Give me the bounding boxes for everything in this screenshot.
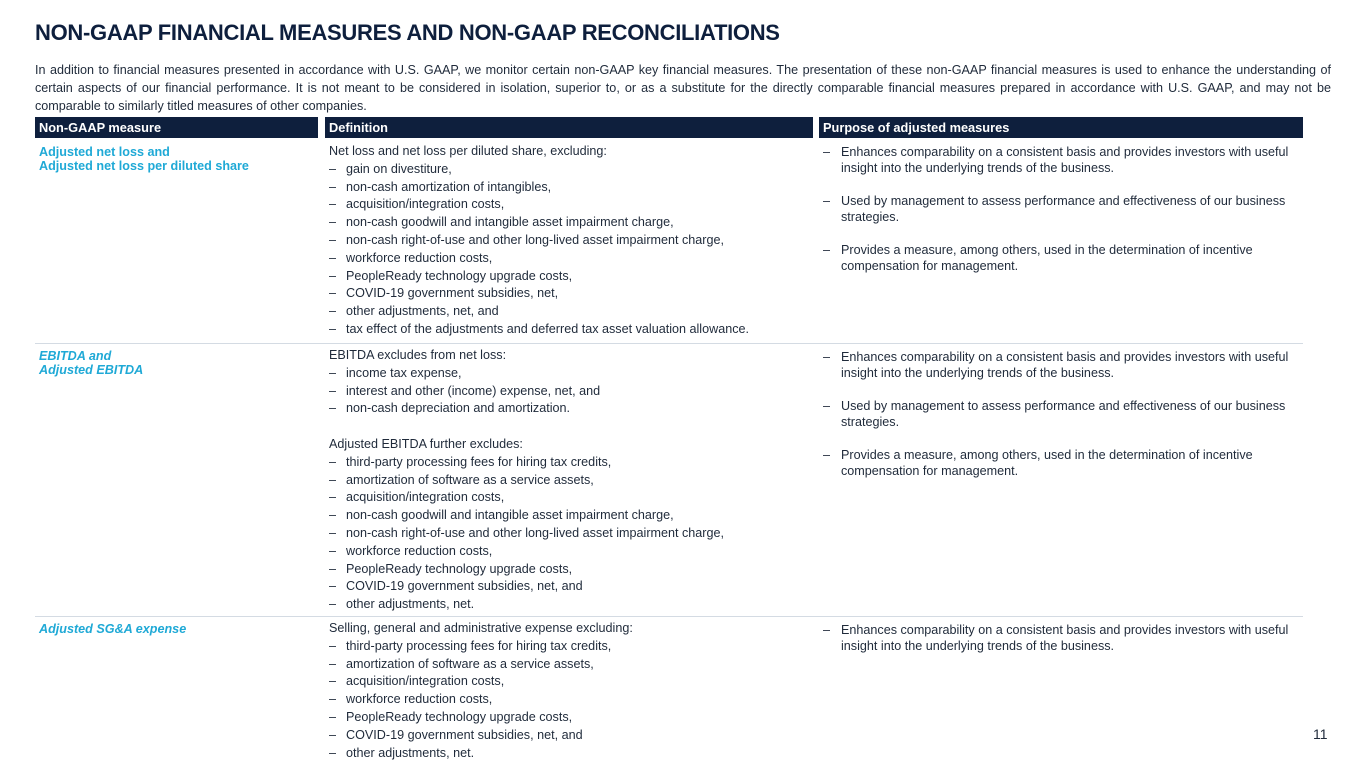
measure-line: EBITDA and	[39, 349, 112, 363]
purpose-item: – Used by management to assess performance and effectiveness of our business strategies.	[823, 194, 1286, 224]
header-definition: Definition	[325, 117, 813, 138]
row-separator	[35, 343, 1303, 344]
measure-line: Adjusted SG&A expense	[39, 622, 187, 636]
purpose-item: – Provides a measure, among others, used in the determination of incentive compensation for management.	[823, 243, 1253, 273]
definition-item: – non-cash depreciation and amortization.	[329, 401, 571, 416]
purpose-adjusted-net-loss	[823, 144, 1291, 274]
measure-line: Adjusted net loss per diluted share	[39, 159, 249, 173]
row-separator	[35, 616, 1303, 617]
definition-item: – PeopleReady technology upgrade costs,	[329, 268, 573, 283]
definition-intro: Net loss and net loss per diluted share, excluding:	[329, 144, 607, 158]
definition-intro-adjusted: Adjusted EBITDA further excludes:	[329, 436, 523, 451]
definition-item: – amortization of software as a service assets,	[329, 656, 594, 671]
definition-ebitda	[329, 347, 724, 614]
definition-item: – acquisition/integration costs,	[329, 197, 505, 212]
page-title: NON-GAAP FINANCIAL MEASURES AND NON-GAAP RECONCILIATIONS	[35, 20, 780, 45]
definition-item: – COVID-19 government subsidies, net,	[329, 286, 559, 301]
definition-item: – non-cash right-of-use and other long-lived asset impairment charge,	[329, 525, 725, 540]
definition-item: – other adjustments, net, and	[329, 304, 499, 319]
definition-item: – PeopleReady technology upgrade costs,	[329, 709, 573, 724]
definition-item: – tax effect of the adjustments and deferred tax asset valuation allowance.	[329, 321, 750, 336]
definition-item: – acquisition/integration costs,	[329, 674, 505, 689]
definition-intro: Selling, general and administrative expense excluding:	[329, 621, 633, 635]
definition-item: – COVID-19 government subsidies, net, and	[329, 579, 583, 594]
purpose-item: – Provides a measure, among others, used in the determination of incentive compensation for management.	[823, 448, 1253, 478]
page-number: 11	[1313, 726, 1328, 742]
definition-item: – amortization of software as a service assets,	[329, 472, 594, 487]
purpose-item: – Used by management to assess performance and effectiveness of our business strategies.	[823, 399, 1286, 429]
measure-ebitda	[39, 349, 143, 377]
measure-line: Adjusted net loss and	[39, 145, 170, 159]
definition-item: – third-party processing fees for hiring tax credits,	[329, 638, 612, 653]
measure-adjusted-net-loss	[39, 145, 249, 173]
definition-item: – acquisition/integration costs,	[329, 490, 505, 505]
definition-item: – workforce reduction costs,	[329, 543, 493, 558]
definition-adjusted-sga	[329, 620, 633, 762]
definition-item: – non-cash goodwill and intangible asset impairment charge,	[329, 508, 674, 523]
purpose-adjusted-sga	[823, 622, 1291, 654]
definition-item: – non-cash amortization of intangibles,	[329, 179, 552, 194]
definition-item: – non-cash right-of-use and other long-lived asset impairment charge,	[329, 232, 725, 247]
intro-paragraph: In addition to financial measures presented in accordance with U.S. GAAP, we monitor certain non-GAAP key financial measures. The presentation of these non-GAAP financial measures is used to enhance the understanding of certain aspects of our financial performance. It is not meant to be considered in isolation, superior to, or as a substitute for the directly comparable financial measures prepared in accordance with U.S. GAAP, and may not be comparable to similarly titled measures of other companies.	[35, 63, 1331, 113]
purpose-ebitda	[823, 349, 1291, 479]
definition-item: – third-party processing fees for hiring tax credits,	[329, 454, 612, 469]
definition-intro: EBITDA excludes from net loss:	[329, 348, 507, 362]
header-non-gaap-measure: Non-GAAP measure	[35, 117, 318, 138]
definition-item: – other adjustments, net.	[329, 597, 475, 612]
definition-item: – gain on divestiture,	[329, 161, 452, 176]
definition-adjusted-net-loss	[329, 143, 749, 339]
measure-adjusted-sga	[39, 622, 186, 636]
purpose-item: – Enhances comparability on a consistent basis and provides investors with useful insight into the underlying trends of the business.	[823, 145, 1289, 175]
measure-line: Adjusted EBITDA	[39, 363, 144, 377]
definition-item: – workforce reduction costs,	[329, 250, 493, 265]
definition-item: – workforce reduction costs,	[329, 692, 493, 707]
purpose-item: – Enhances comparability on a consistent basis and provides investors with useful insight into the underlying trends of the business.	[823, 623, 1289, 653]
header-purpose: Purpose of adjusted measures	[819, 117, 1303, 138]
definition-item: – COVID-19 government subsidies, net, and	[329, 727, 583, 742]
definition-item: – interest and other (income) expense, net, and	[329, 383, 601, 398]
definition-item: – PeopleReady technology upgrade costs,	[329, 561, 573, 576]
definition-item: – non-cash goodwill and intangible asset impairment charge,	[329, 215, 674, 230]
purpose-item: – Enhances comparability on a consistent basis and provides investors with useful insight into the underlying trends of the business.	[823, 350, 1289, 380]
definition-item: – income tax expense,	[329, 365, 462, 380]
definition-item: – other adjustments, net.	[329, 745, 475, 760]
